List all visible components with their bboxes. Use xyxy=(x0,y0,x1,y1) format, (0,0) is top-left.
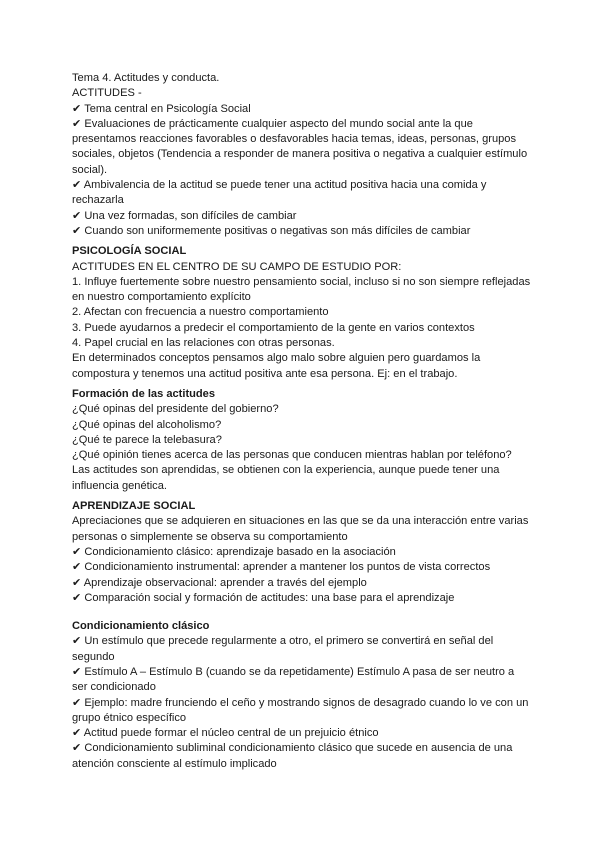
numbered-item: 3. Puede ayudarnos a predecir el comportamiento de la gente en varios contextos xyxy=(72,321,475,334)
checkmark-icon: ✔ xyxy=(72,545,85,558)
checkmark-icon: ✔ xyxy=(72,179,84,192)
question-item: ¿Qué opinas del alcoholismo? xyxy=(72,418,222,431)
checkmark-icon: ✔ xyxy=(72,665,85,678)
section-subtitle: ACTITUDES - xyxy=(72,87,142,100)
list-item: ✔ Una vez formadas, son difíciles de cambiar xyxy=(72,209,297,222)
checkmark-icon: ✔ xyxy=(72,591,85,604)
list-item: ✔ Un estímulo que precede regularmente a otro, el primero se convertirá en señal del segundo xyxy=(72,635,494,663)
checkmark-icon: ✔ xyxy=(72,635,85,648)
section-heading-aprendizaje: APRENDIZAJE SOCIAL xyxy=(72,500,196,513)
list-item: ✔ Condicionamiento instrumental: aprender a mantener los puntos de vista correctos xyxy=(72,561,491,574)
checkmark-icon: ✔ xyxy=(72,224,85,237)
paragraph: Apreciaciones que se adquieren en situaciones en las que se da una interacción entre varias personas o simplemente se observa su comportamiento xyxy=(72,515,529,543)
list-item: ✔ Ambivalencia de la actitud se puede tener una actitud positiva hacia una comida y rechazarla xyxy=(72,179,487,207)
list-item: ✔ Cuando son uniformemente positivas o negativas son más difíciles de cambiar xyxy=(72,224,471,237)
numbered-item: 2. Afectan con frecuencia a nuestro comportamiento xyxy=(72,306,329,319)
section-subheading: ACTITUDES EN EL CENTRO DE SU CAMPO DE ESTUDIO POR: xyxy=(72,260,402,273)
list-item: ✔ Aprendizaje observacional: aprender a través del ejemplo xyxy=(72,576,367,589)
list-item: ✔ Tema central en Psicología Social xyxy=(72,102,251,115)
numbered-item: 4. Papel crucial en las relaciones con otras personas. xyxy=(72,337,335,350)
paragraph: Las actitudes son aprendidas, se obtienen con la experiencia, aunque puede tener una influencia genética. xyxy=(72,464,500,492)
document-title: Tema 4. Actitudes y conducta. xyxy=(72,72,220,84)
question-item: ¿Qué opinas del presidente del gobierno? xyxy=(72,403,279,416)
question-item: ¿Qué opinión tienes acerca de las personas que conducen mientras hablan por teléfono? xyxy=(72,449,512,462)
section-heading-condicionamiento: Condicionamiento clásico xyxy=(72,620,210,633)
list-item: ✔ Comparación social y formación de actitudes: una base para el aprendizaje xyxy=(72,591,455,604)
numbered-item: 1. Influye fuertemente sobre nuestro pensamiento social, incluso si no son siempre reflejadas en nuestro comportamiento explícito xyxy=(72,275,531,304)
list-item: ✔ Condicionamiento clásico: aprendizaje basado en la asociación xyxy=(72,545,396,558)
checkmark-icon: ✔ xyxy=(72,117,85,130)
list-item: ✔ Condicionamiento subliminal condicionamiento clásico que sucede en ausencia de una atención consciente al estímulo implicado xyxy=(72,742,513,770)
checkmark-icon: ✔ xyxy=(72,727,84,740)
list-item: ✔ Estímulo A – Estímulo B (cuando se da repetidamente) Estímulo A pasa de ser neutro a ser condicionado xyxy=(72,665,515,694)
list-item: ✔ Evaluaciones de prácticamente cualquier aspecto del mundo social ante la que presentamos reacciones favorables o desfavorables hacia temas, ideas, personas, grupos sociales, objetos (Tendencia a responder de manera positiva o negativa a cualquier estímulo social). xyxy=(72,117,528,176)
question-item: ¿Qué te parece la telebasura? xyxy=(72,433,222,446)
checkmark-icon: ✔ xyxy=(72,576,84,589)
section-heading-formacion: Formación de las actitudes xyxy=(72,387,216,400)
checkmark-icon: ✔ xyxy=(72,102,85,115)
paragraph: En determinados conceptos pensamos algo malo sobre alguien pero guardamos la compostura y tenemos una actitud positiva ante esa persona. Ej: en el trabajo. xyxy=(72,352,481,380)
checkmark-icon: ✔ xyxy=(72,561,85,574)
checkmark-icon: ✔ xyxy=(72,696,85,709)
section-heading-psicologia-social: PSICOLOGÍA SOCIAL xyxy=(72,245,187,258)
checkmark-icon: ✔ xyxy=(72,742,85,755)
document-body xyxy=(72,71,532,772)
list-item: ✔ Actitud puede formar el núcleo central de un prejuicio étnico xyxy=(72,727,379,740)
list-item: ✔ Ejemplo: madre frunciendo el ceño y mostrando signos de desagrado cuando lo ve con un grupo étnico específico xyxy=(72,696,529,724)
checkmark-icon: ✔ xyxy=(72,209,85,222)
